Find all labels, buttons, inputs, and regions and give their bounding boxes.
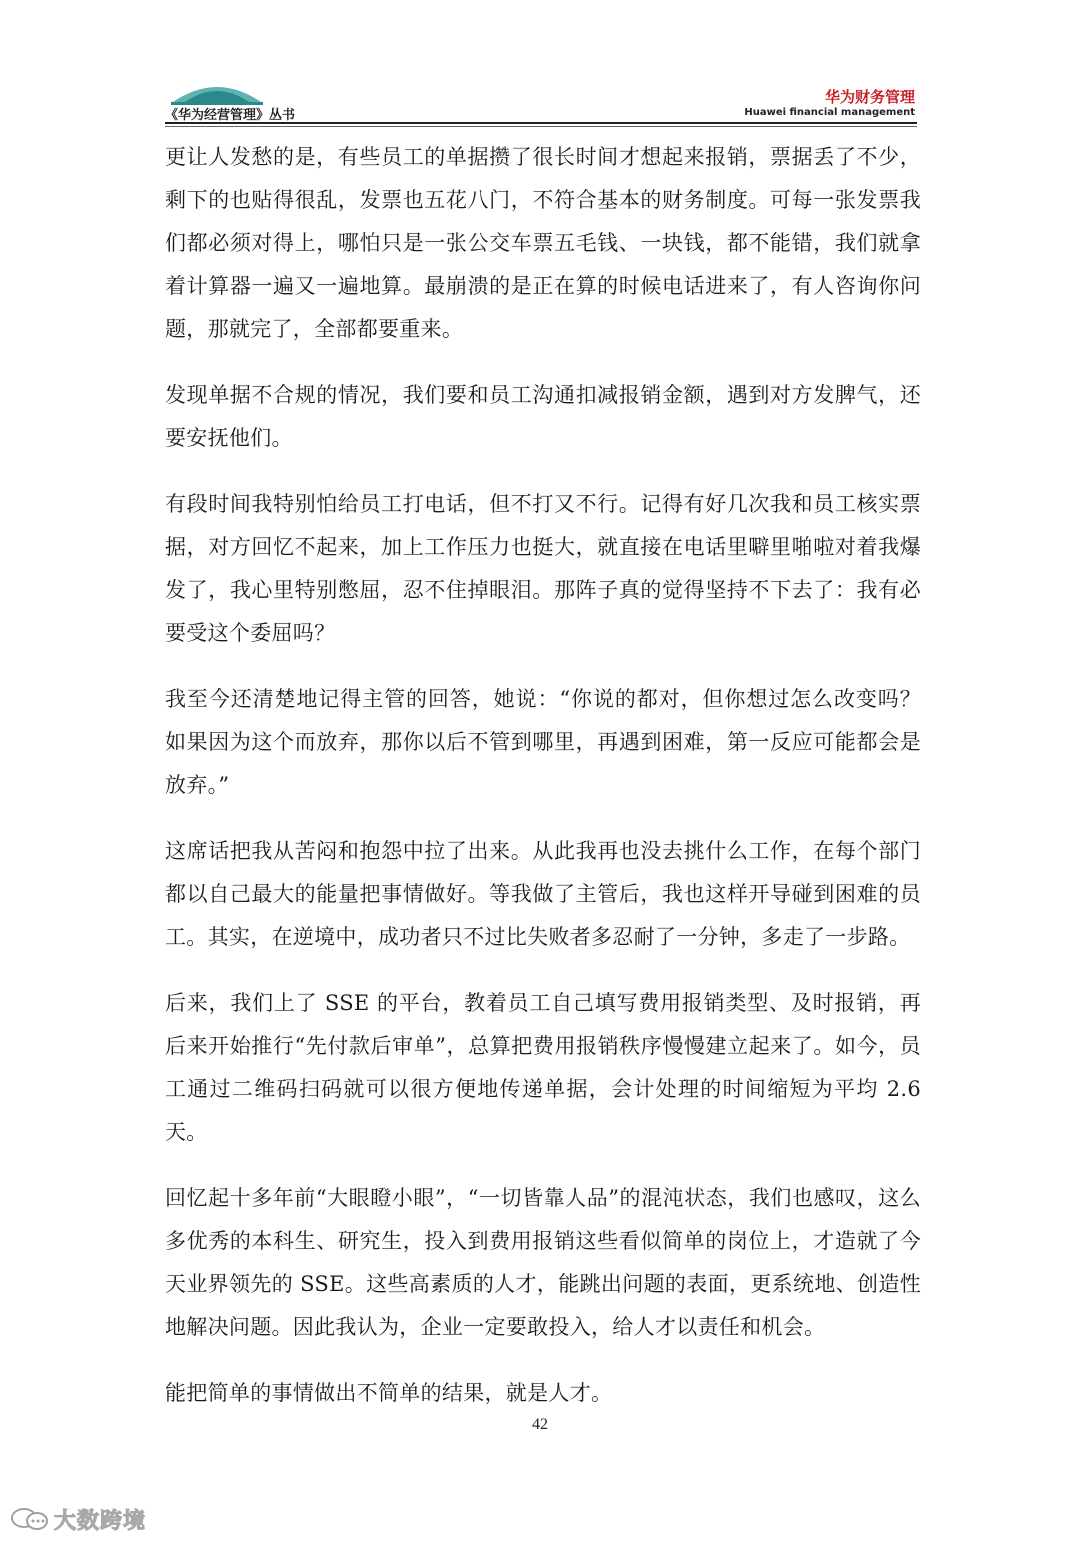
paragraph: 能把简单的事情做出不简单的结果，就是人才。 <box>165 1381 613 1405</box>
header-divider-thin <box>165 126 917 127</box>
brand-name-en: Huawei financial management <box>744 107 915 118</box>
paragraph: 这席话把我从苦闷和抱怨中拉了出来。从此我再也没去挑什么工作，在每个部门都以自己最大的能量把事情做好。等我做了主管后，我也这样开导碰到困难的员工。其实，在逆境中，成功者只不过比失败者多忍耐了一分钟，多走了一步路。 <box>165 839 921 949</box>
brand-block <box>744 88 915 120</box>
paragraph: 更让人发愁的是，有些员工的单据攒了很长时间才想起来报销，票据丢了不少，剩下的也贴得很乱，发票也五花八门，不符合基本的财务制度。可每一张发票我们都必须对得上，哪怕只是一张公交车票五毛钱、一块钱，都不能错，我们就拿着计算器一遍又一遍地算。最崩溃的是正在算的时候电话进来了，有人咨询你问题，那就完了，全部都要重来。 <box>165 145 921 341</box>
watermark <box>10 1502 150 1538</box>
watermark-text: 大数跨境 <box>54 1509 147 1534</box>
brand-name-cn: 华为财务管理 <box>824 88 915 106</box>
series-logo-icon <box>171 76 263 106</box>
series-title: 《华为经营管理》丛书 <box>165 108 296 123</box>
paragraph: 发现单据不合规的情况，我们要和员工沟通扣减报销金额，遇到对方发脾气，还要安抚他们。 <box>165 383 921 450</box>
paragraph: 后来，我们上了 SSE 的平台，教着员工自己填写费用报销类型、及时报销，再后来开始推行“先付款后审单”，总算把费用报销秩序慢慢建立起来了。如今，员工通过二维码扫码就可以很方便地传递单据，会计处理的时间缩短为平均 2.6 天。 <box>165 991 921 1144</box>
page-header <box>165 70 917 122</box>
page-number: 42 <box>532 1416 548 1433</box>
header-divider <box>165 122 917 124</box>
paragraph: 我至今还清楚地记得主管的回答，她说：“你说的都对，但你想过怎么改变吗？如果因为这个而放弃，那你以后不管到哪里，再遇到困难，第一反应可能都会是放弃。” <box>165 687 921 797</box>
chat-bubble-icon <box>10 1506 50 1532</box>
body-text <box>165 136 921 1438</box>
paragraph: 回忆起十多年前“大眼瞪小眼”，“一切皆靠人品”的混沌状态，我们也感叹，这么多优秀的本科生、研究生，投入到费用报销这些看似简单的岗位上，才造就了今天业界领先的 SSE。这些高素质的人才，能跳出问题的表面，更系统地、创造性地解决问题。因此我认为，企业一定要敢投入，给人才以责任和机会。 <box>165 1186 921 1339</box>
paragraph: 有段时间我特别怕给员工打电话，但不打又不行。记得有好几次我和员工核实票据，对方回忆不起来，加上工作压力也挺大，就直接在电话里噼里啪啦对着我爆发了，我心里特别憋屈，忍不住掉眼泪。那阵子真的觉得坚持不下去了：我有必要受这个委屈吗？ <box>165 492 921 645</box>
